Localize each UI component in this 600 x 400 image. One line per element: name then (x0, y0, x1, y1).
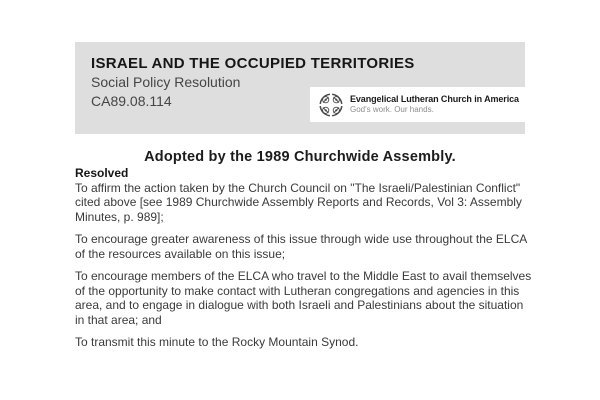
document-number: CA89.08.114 (91, 93, 172, 109)
resolution-paragraph-transmit: To transmit this minute to the Rocky Mountain Synod. (75, 335, 359, 349)
resolution-paragraph-affirm: To affirm the action taken by the Church Council on "The Israeli/Palestinian Conflict" cited above [see 1989 Churchwide Assembly Reports and Records, Vol 3: Assembly Minutes, p. 989]; (75, 180, 522, 224)
org-tagline: God's work. Our hands. (350, 105, 434, 114)
document-title: ISRAEL AND THE OCCUPIED TERRITORIES (91, 55, 415, 72)
logo-text-stack (350, 94, 519, 115)
org-name: Evangelical Lutheran Church in America (350, 94, 519, 104)
elca-logo-box (310, 87, 525, 122)
header-band (75, 42, 525, 134)
elca-emblem-icon (319, 93, 343, 117)
adoption-heading: Adopted by the 1989 Churchwide Assembly. (144, 149, 456, 165)
resolution-paragraph-awareness: To encourage greater awareness of this issue through wide use throughout the ELCA of the resources available on this issue; (75, 232, 527, 261)
resolution-paragraph-travel: To encourage members of the ELCA who travel to the Middle East to avail themselves of the opportunity to make contact with Lutheran congregations and agencies in this area, and to engage in dialogue with both Israeli and Palestinians about the situation in that area; and (75, 269, 532, 327)
resolved-label: Resolved (75, 166, 129, 180)
document-subtitle: Social Policy Resolution (91, 74, 241, 90)
resolution-body (75, 166, 532, 350)
